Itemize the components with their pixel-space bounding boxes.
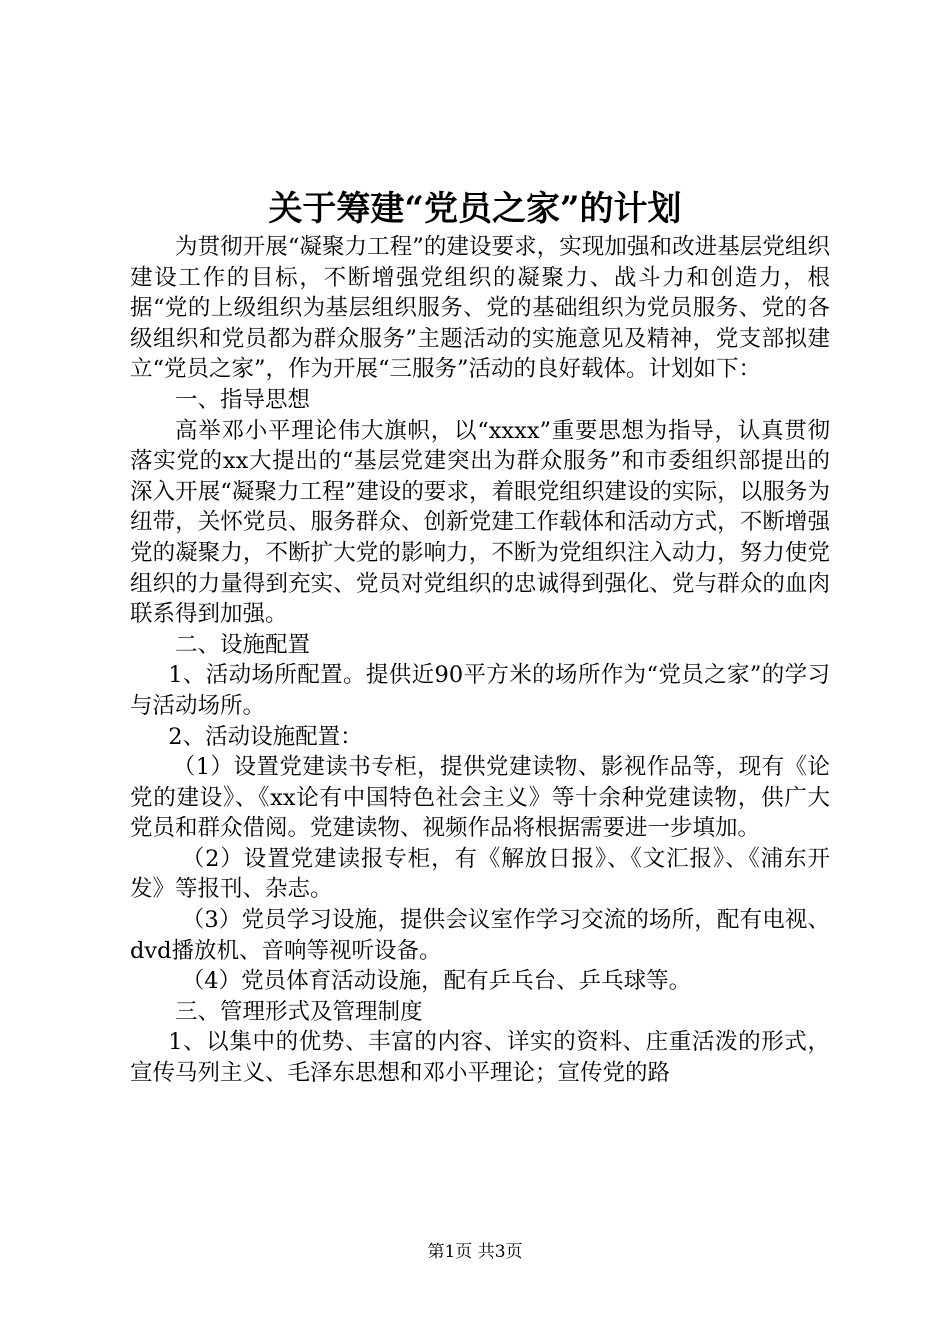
facility-item-study-equipment: （3）党员学习设施，提供会议室作学习交流的场所，配有电视、dvd播放机、音响等视听设备。 [130,907,830,964]
facility-item-sports-equipment: （4）党员体育活动设施，配有乒乓台、乒乓球等。 [181,968,692,995]
section-heading-guiding-ideology: 一、指导思想 [175,386,311,413]
facility-item-reading-cabinet: （1）设置党建读书专柜，提供党建读物、影视作品等，现有《论党的建设》、《xx论有中国特色社会主义》等十余种党建读物，供广大党员和群众借阅。党建读物、视频作品将根据需要进一步填加。 [130,754,830,842]
management-paragraph: 1、以集中的优势、丰富的内容、详实的资料、庄重活泼的形式，宣传马列主义、毛泽东思想和邓小平理论；宣传党的路 [130,1029,830,1087]
intro-paragraph: 为贯彻开展“凝聚力工程”的建设要求，实现加强和改进基层党组织建设工作的目标，不断增强党组织的凝聚力、战斗力和创造力，根据“党的上级组织为基层组织服务、党的基础组织为党员服务、党的各级组织和党员都为群众服务”主题活动的实施意见及精神，党支部拟建立“党员之家”，作为开展“三服务”活动的良好载体。计划如下： [130,234,830,383]
section-heading-facilities: 二、设施配置 [175,631,311,658]
guiding-ideology-paragraph: 高举邓小平理论伟大旗帜，以“xxxx”重要思想为指导，认真贯彻落实党的xx大提出的“基层党建突出为群众服务”和市委组织部提出的深入开展“凝聚力工程”建设的要求，着眼党组织建设的实际，以服务为纽带，关怀党员、服务群众、创新党建工作载体和活动方式，不断增强党的凝聚力，不断扩大党的影响力，不断为党组织注入动力，努力使党组织的力量得到充实、党员对党组织的忠诚得到强化、党与群众的血肉联系得到加强。 [130,417,830,628]
page-title: 关于筹建“党员之家”的计划 [268,189,682,229]
facility-item-newspaper-cabinet: （2）设置党建读报专柜，有《解放日报》、《文汇报》、《浦东开发》等报刊、杂志。 [130,845,830,903]
facility-equipment-heading: 2、活动设施配置： [168,723,363,750]
page-number: 第1页 共3页 [427,1242,523,1262]
document-body [130,232,830,1089]
section-heading-management: 三、管理形式及管理制度 [175,998,423,1025]
facility-venue-paragraph: 1、活动场所配置。提供近90平方米的场所作为“党员之家”的学习与活动场所。 [130,662,830,719]
